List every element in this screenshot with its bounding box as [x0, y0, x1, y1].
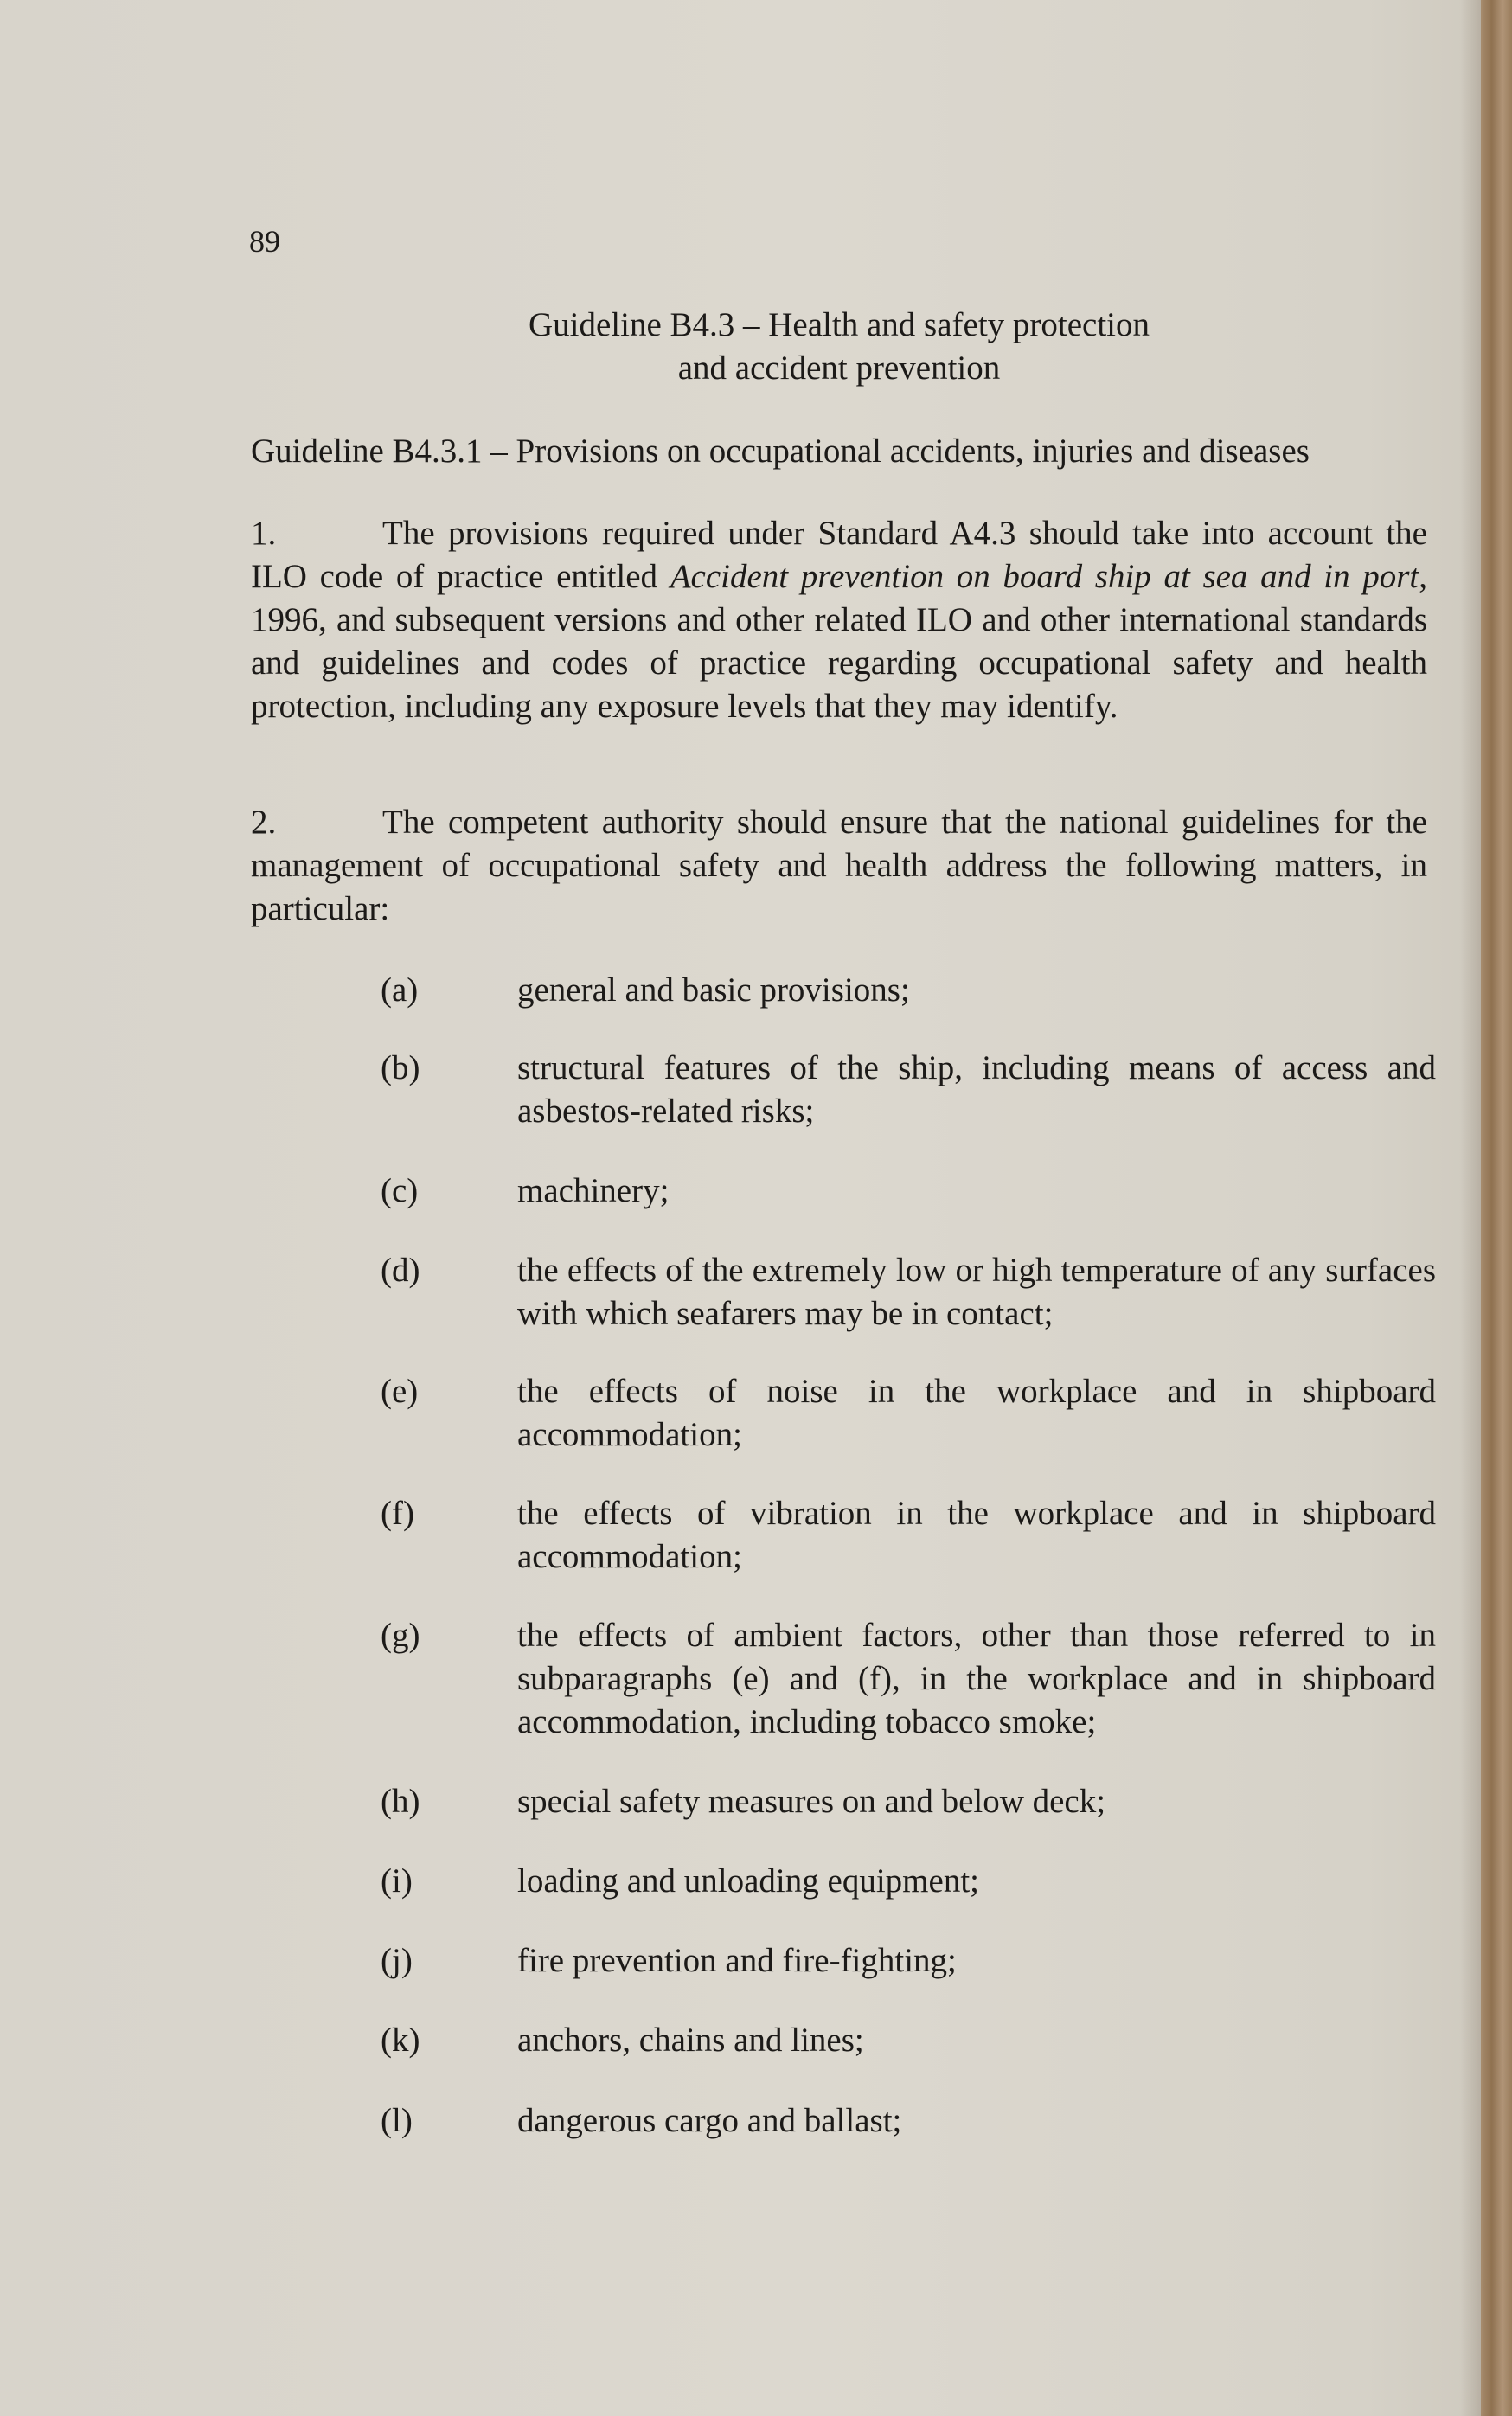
list-item-b [381, 1047, 1436, 1133]
list-item-e [381, 1370, 1436, 1457]
list-item-i [381, 1860, 1436, 1903]
list-item-letter: (k) [381, 2022, 420, 2059]
guideline-heading-line-1: Guideline B4.3 – Health and safety protection [528, 306, 1150, 343]
list-item-text: dangerous cargo and ballast; [517, 2102, 902, 2139]
guideline-heading-line-2: and accident prevention [677, 349, 1001, 387]
list-item-letter: (g) [381, 1617, 420, 1654]
list-item-letter: (c) [381, 1172, 419, 1209]
list-item-letter: (l) [381, 2102, 413, 2139]
list-item-letter: (j) [381, 1942, 413, 1979]
paragraph-2-text: The competent authority should ensure that the national guidelines for the management of occupational safety and health address the following matters, in particular: [251, 804, 1427, 927]
list-item-text: structural features of the ship, including means of access and asbestos-related risks; [517, 1049, 1436, 1130]
list-item-a [381, 969, 1436, 1012]
paragraph-2 [251, 801, 1427, 931]
list-item-text: the effects of noise in the workplace and in shipboard accommodation; [517, 1373, 1436, 1453]
list-item-j [381, 1939, 1436, 1983]
guideline-subheading: Guideline B4.3.1 – Provisions on occupational accidents, injuries and diseases [251, 433, 1310, 470]
list-item-letter: (d) [381, 1252, 420, 1289]
list-item-letter: (b) [381, 1049, 420, 1086]
list-item-f [381, 1492, 1436, 1579]
list-item-text: the effects of vibration in the workplace and in shipboard accommodation; [517, 1495, 1436, 1575]
paragraph-1-text-before: The provisions required under Standard A4.3 should take into account the ILO code of practice entitled [251, 515, 1427, 595]
list-item-text: general and basic provisions; [517, 971, 910, 1009]
paragraph-1-number: 1. [251, 515, 277, 552]
paragraph-1-text-after: , 1996, and subsequent versions and other related ILO and other international standards and guidelines and codes of practice regarding occupational safety and health protection, including any exposure levels that they may identify. [251, 558, 1427, 725]
list-item-text: anchors, chains and lines; [517, 2022, 864, 2059]
list-item-h [381, 1780, 1436, 1823]
list-item-text: machinery; [517, 1172, 670, 1209]
list-item-letter: (a) [381, 971, 419, 1009]
list-item-d [381, 1249, 1436, 1336]
list-item-text: loading and unloading equipment; [517, 1862, 979, 1900]
paragraph-2-number: 2. [251, 804, 277, 841]
list-item-text: the effects of ambient factors, other than those referred to in subparagraphs (e) and (f), in the workplace and in shipboard accommodation, including tobacco smoke; [517, 1617, 1436, 1740]
paragraph-1-italic-title: Accident prevention on board ship at sea and in port [670, 558, 1419, 595]
list-item-text: special safety measures on and below deck; [517, 1783, 1106, 1820]
book-edge [1481, 0, 1512, 2416]
list-item-text: the effects of the extremely low or high temperature of any surfaces with which seafarers may be in contact; [517, 1252, 1436, 1332]
paragraph-1 [251, 512, 1427, 728]
list-item-letter: (e) [381, 1373, 419, 1410]
page-number: 89 [249, 224, 280, 259]
list-item-letter: (f) [381, 1495, 414, 1532]
list-item-l [381, 2099, 1436, 2143]
list-item-g [381, 1614, 1436, 1744]
list-item-text: fire prevention and fire-fighting; [517, 1942, 957, 1979]
list-item-letter: (h) [381, 1783, 420, 1820]
list-item-c [381, 1170, 1436, 1213]
page-gutter-shadow [1460, 0, 1481, 2416]
list-item-letter: (i) [381, 1862, 413, 1900]
list-item-k [381, 2019, 1436, 2062]
